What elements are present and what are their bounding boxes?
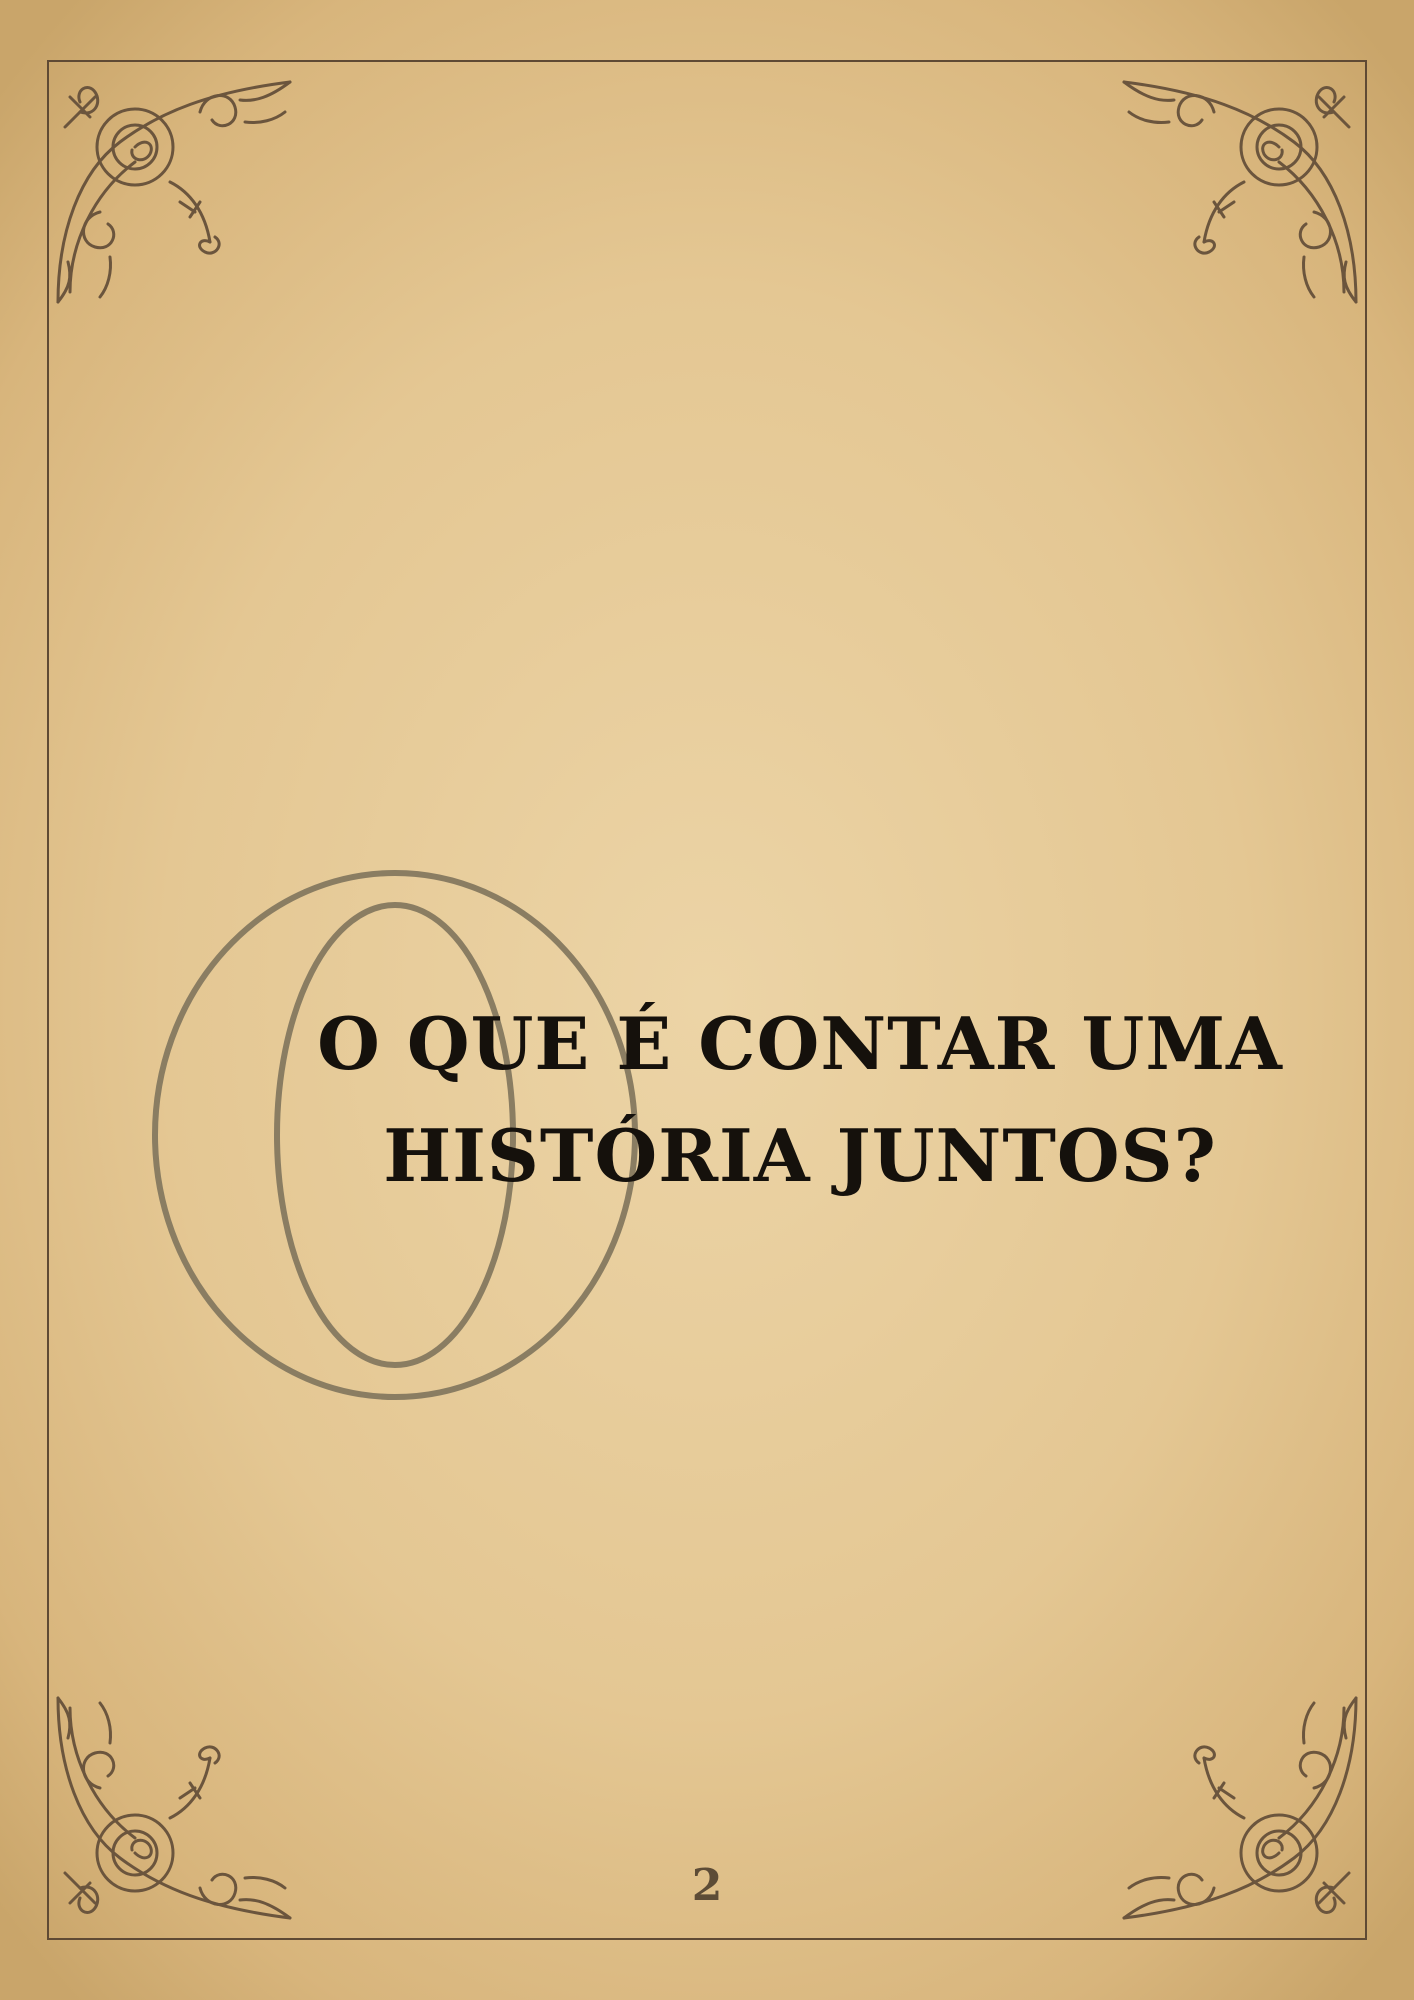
page-number: 2 (691, 1860, 723, 1911)
top-left-flourish-icon (40, 52, 310, 322)
top-right-flourish-icon (1104, 52, 1374, 322)
title-line-1: O QUE É CONTAR UMA (317, 1001, 1283, 1086)
page-title (300, 988, 1300, 1212)
bottom-left-flourish-icon (40, 1678, 310, 1948)
bottom-right-flourish-icon (1104, 1678, 1374, 1948)
title-line-2: HISTÓRIA JUNTOS? (383, 1113, 1217, 1198)
